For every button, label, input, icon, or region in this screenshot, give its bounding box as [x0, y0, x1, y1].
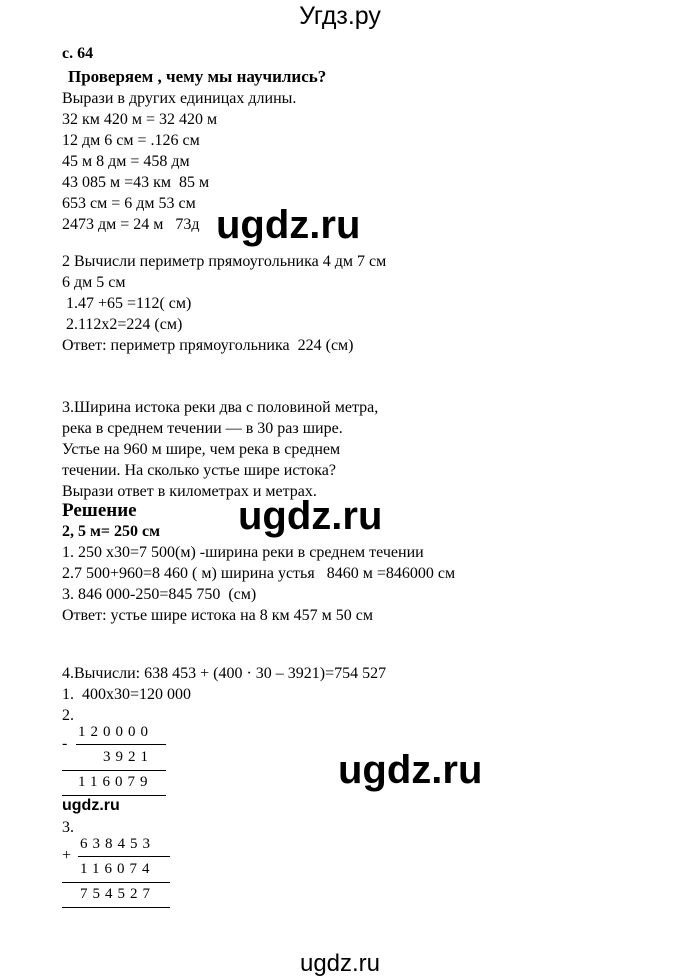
task3-line: Вырази ответ в километрах и метрах. — [62, 483, 317, 500]
solution-subtitle: 2, 5 м= 250 см — [62, 523, 161, 540]
task2-line: 2.112x2=224 (см) — [62, 316, 183, 333]
solution-title: Решение — [62, 500, 137, 521]
addition-term-1: 638453 — [80, 836, 155, 852]
watermark: ugdz.ru — [338, 748, 483, 792]
task4-line: 2. — [62, 707, 74, 724]
column-rule — [62, 795, 166, 796]
solution-step: 2.7 500+960=8 460 ( м) ширина устья 8460 м =846000 см — [62, 565, 456, 582]
task2-answer: Ответ: периметр прямоугольника 224 (см) — [62, 337, 354, 354]
task2-line: 2 Вычисли периметр прямоугольника 4 дм 7 см — [62, 253, 387, 270]
addition-result: 754527 — [80, 886, 155, 902]
task2-line: 1.47 +65 =112( см) — [62, 295, 192, 312]
task3-line: 3.Ширина истока реки два с половиной метра, — [62, 399, 379, 416]
page-label: с. 64 — [62, 45, 94, 62]
column-rule — [62, 907, 170, 908]
solution-answer: Ответ: устье шире истока на 8 км 457 м 50 см — [62, 607, 374, 624]
solution-step: 1. 250 x30=7 500(м) -ширина реки в среднем течении — [62, 544, 424, 561]
task1-line: 43 085 м =43 км 85 м — [62, 174, 210, 191]
solution-step: 3. 846 000-250=845 750 (см) — [62, 586, 257, 603]
subtraction-result: 116079 — [78, 774, 153, 790]
watermark: ugdz.ru — [238, 494, 383, 538]
task2-line: 6 дм 5 см — [62, 274, 126, 291]
column-rule — [76, 744, 166, 745]
task1-line: 653 см = 6 дм 53 см — [62, 195, 196, 212]
task1-prompt: Вырази в других единицах длины. — [62, 90, 297, 107]
task4-step3-label: 3. — [62, 819, 74, 836]
section-heading: Проверяем , чему мы научились? — [68, 67, 327, 86]
column-rule — [62, 770, 166, 771]
task4-line: 1. 400x30=120 000 — [62, 686, 192, 703]
site-title: Угдз.ру — [299, 2, 381, 30]
watermark-small: ugdz.ru — [62, 797, 120, 814]
column-rule — [78, 856, 170, 857]
task4-line: 4.Вычисли: 638 453 + (400 · 30 – 3921)=754 527 — [62, 665, 387, 682]
watermark-bottom: ugdz.ru — [299, 950, 381, 977]
addition-term-2: 116074 — [80, 861, 155, 877]
task1-line: 45 м 8 дм = 458 дм — [62, 153, 190, 170]
task3-line: река в среднем течении — в 30 раз шире. — [62, 420, 343, 437]
subtraction-sign: - — [62, 735, 68, 752]
task1-line: 2473 дм = 24 м 73д — [62, 216, 200, 233]
task3-line: Устье на 960 м шире, чем река в среднем — [62, 441, 341, 458]
task3-line: течении. На сколько устье шире истока? — [62, 462, 336, 479]
task1-line: 12 дм 6 см = .126 см — [62, 132, 200, 149]
subtraction-minuend: 120000 — [78, 724, 153, 740]
watermark: ugdz.ru — [216, 203, 361, 247]
addition-sign: + — [62, 847, 72, 864]
subtraction-subtrahend: 3921 — [103, 749, 153, 765]
task1-line: 32 км 420 м = 32 420 м — [62, 111, 218, 128]
column-rule — [62, 882, 170, 883]
